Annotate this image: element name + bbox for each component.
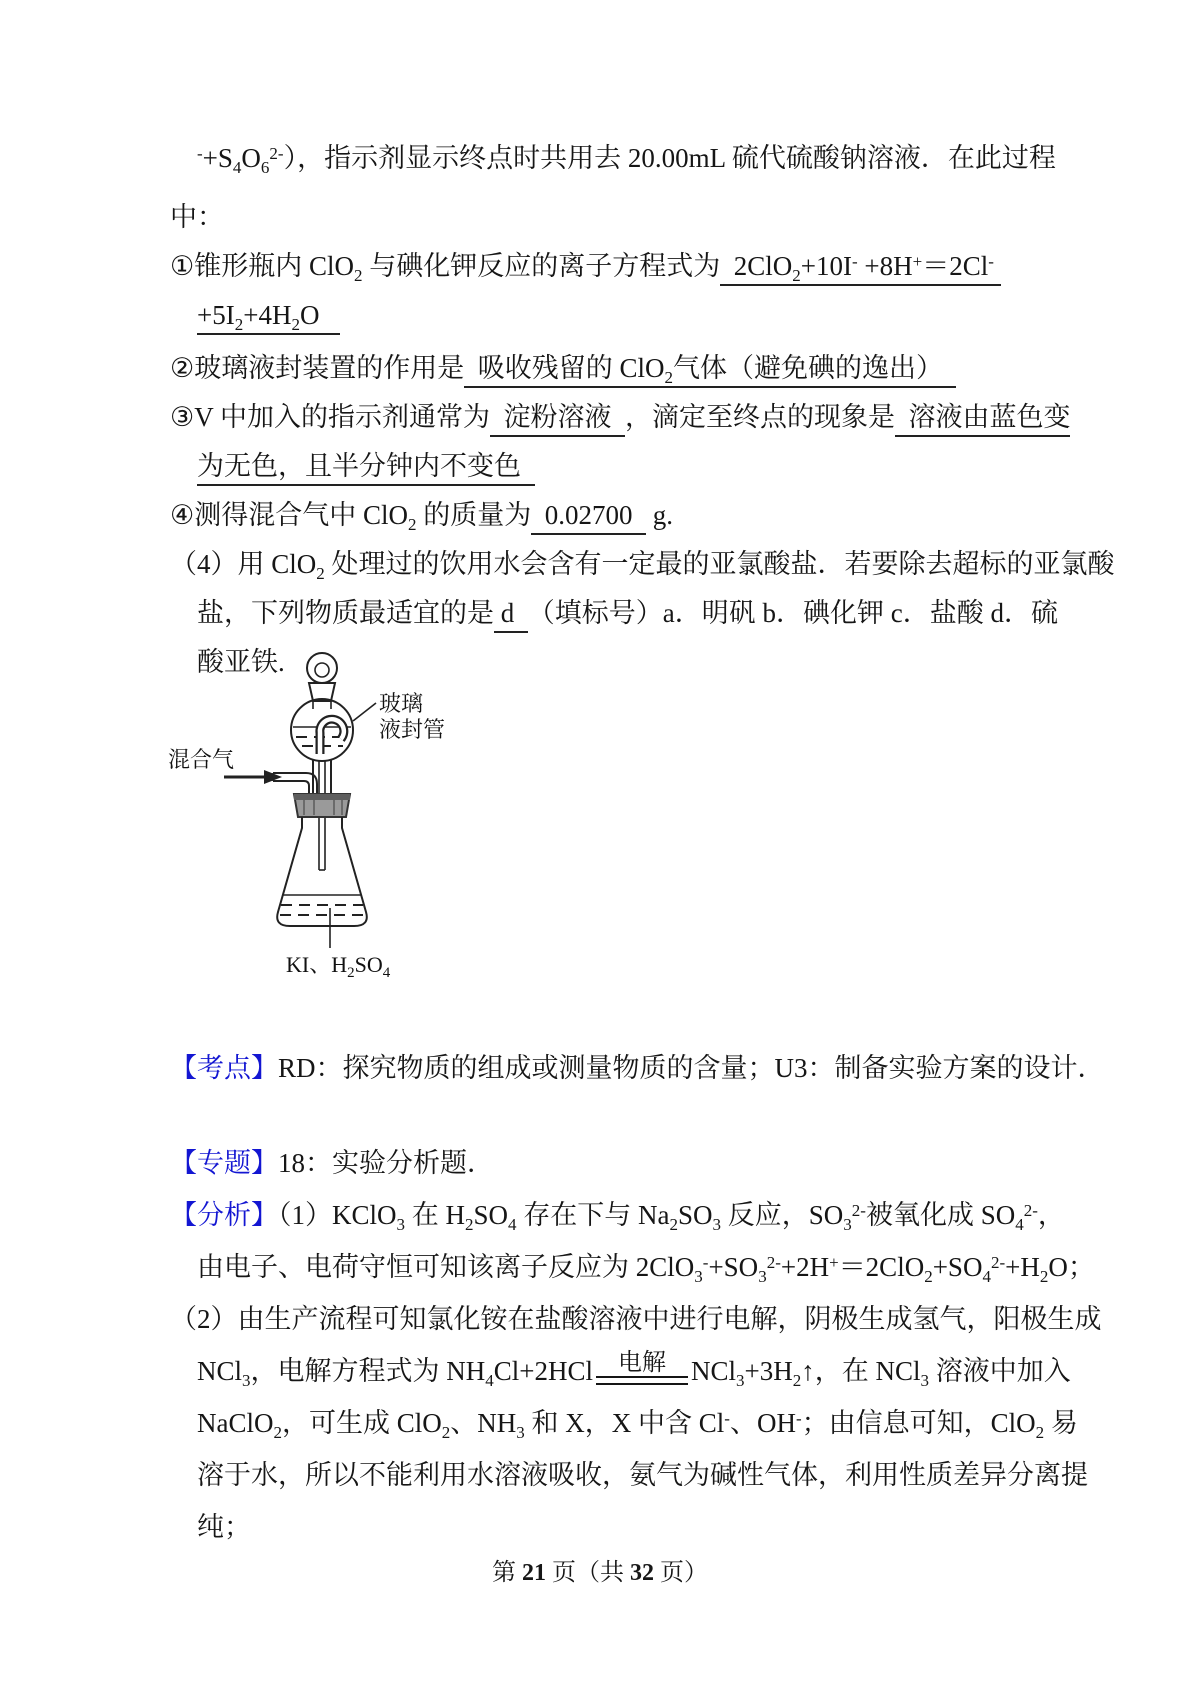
answer-blank: $+5I_2+4H_2O$ — [197, 300, 340, 334]
seal-label-pointer — [353, 703, 376, 721]
line-kaodian: 【考点】RD：探究物质的组成或测量物质的含量；U3：制备实验方案的设计． — [170, 1053, 1105, 1083]
footer-text: 页） — [654, 1560, 708, 1586]
line-q3-cont — [170, 442, 1110, 491]
footer-page-number: 21 — [522, 1560, 546, 1586]
line-part4-cont1: 盐，下列物质最适宜的是 d （填标号）a．明矾 b．碘化钾 c．盐酸 d．硫 — [170, 589, 1110, 638]
document-body-analysis — [170, 1042, 1110, 1553]
answer-blank: 吸收残留的 ClO$_2$气体（避免碘的逸出） — [464, 353, 957, 387]
line-q1-equation-cont — [170, 291, 1110, 340]
inlet-tube — [273, 781, 309, 794]
line-titration-continuation: $^-+S_4O_6^{2-}$），指示剂显示终点时共用去 20.00mL 硫代硫酸钠溶液．在此过程 — [197, 143, 1056, 177]
stopper-neck — [313, 701, 331, 709]
answer-blank: 为无色，且半分钟内不变色 — [197, 451, 535, 486]
conical-flask — [277, 817, 367, 926]
answer-blank: d — [494, 598, 528, 633]
line-q3-indicator: ③V 中加入的指示剂通常为 淀粉溶液 ，滴定至终点的现象是 溶液由蓝色变 — [170, 393, 1110, 442]
answer-blank: 淀粉溶液 — [490, 402, 625, 437]
line-q4-mass: ④测得混合气中 ClO$_2$ 的质量为 0.02700 g. — [170, 500, 673, 534]
line-part4-cont2: 酸亚铁. — [197, 647, 285, 677]
line-fenxi-6: 溶于水，所以不能利用水溶液吸收，氨气为碱性气体，利用性质差异分离提 — [197, 1460, 1088, 1490]
line-q1-ion-equation: ①锥形瓶内 ClO$_2$ 与碘化钾反应的离子方程式为 2ClO$_2$+10I- +8H+＝2Cl- — [170, 242, 1110, 291]
electrolysis-condition: 电解 — [596, 1351, 688, 1385]
line-zhuanti: 【专题】18：实验分析题． — [170, 1148, 494, 1178]
footer-text: 第 — [492, 1560, 522, 1586]
line-zhong: 中： — [170, 202, 224, 232]
stopper-ball-icon — [307, 653, 337, 683]
answer-blank: 溶液由蓝色变 — [895, 402, 1071, 437]
glass-seal-label-line2: 液封管 — [379, 717, 446, 742]
line-fenxi-1: 【分析】（1）KClO$_3$ 在 $H_2SO_4$ 存在下与 $Na_2SO_3$ 反应，$SO_3^{2-}$被氧化成 $SO_4^{2-}$， — [170, 1200, 1065, 1234]
inlet-gas-label: 混合气 — [168, 747, 235, 772]
stopper-ball-inner — [315, 663, 329, 677]
line-fenxi-7: 纯； — [197, 1512, 251, 1542]
line-fenxi-3: （2）由生产流程可知氯化铵在盐酸溶液中进行电解，阴极生成氢气，阳极生成 — [170, 1304, 1102, 1334]
line-part4: （4）用 ClO$_2$ 处理过的饮用水会含有一定最的亚氯酸盐．若要除去超标的亚氯酸 — [170, 549, 1115, 583]
document-body-top — [170, 134, 1115, 687]
answer-blank: 0.02700 — [531, 500, 646, 535]
line-fenxi-4: NCl$_3$，电解方程式为 $NH_4Cl+2HCl$ 电解 $NCl_3+3H_2↑$，在 NCl$_3$ 溶液中加入 — [197, 1349, 1071, 1390]
flask-contents-label: KI、$H_2SO_4$ — [286, 952, 391, 981]
line-fenxi-5: NaClO$_2$，可生成 ClO$_2$、$NH_3$ 和 X，X 中含 Cl-、OH-；由信息可知，ClO$_2$ 易 — [197, 1408, 1078, 1442]
line-q2-glass-seal: ②玻璃液封装置的作用是 吸收残留的 ClO$_2$气体（避免碘的逸出） — [170, 353, 957, 387]
glass-seal-label-line1: 玻璃 — [379, 691, 424, 716]
footer-text: 页（共 — [546, 1560, 630, 1586]
answer-blank: 2ClO$_2$+10I- +8H+＝2Cl- — [720, 251, 1000, 286]
page-footer — [0, 1552, 1200, 1587]
line-fenxi-2: 由电子、电荷守恒可知该离子反应为 $2ClO_3^-+SO_3^{2-}+2H^+=2ClO_2+SO_4^{2-}+H_2O$； — [197, 1252, 1095, 1286]
rubber-stopper-top — [294, 794, 350, 800]
footer-total-pages: 32 — [630, 1560, 654, 1586]
